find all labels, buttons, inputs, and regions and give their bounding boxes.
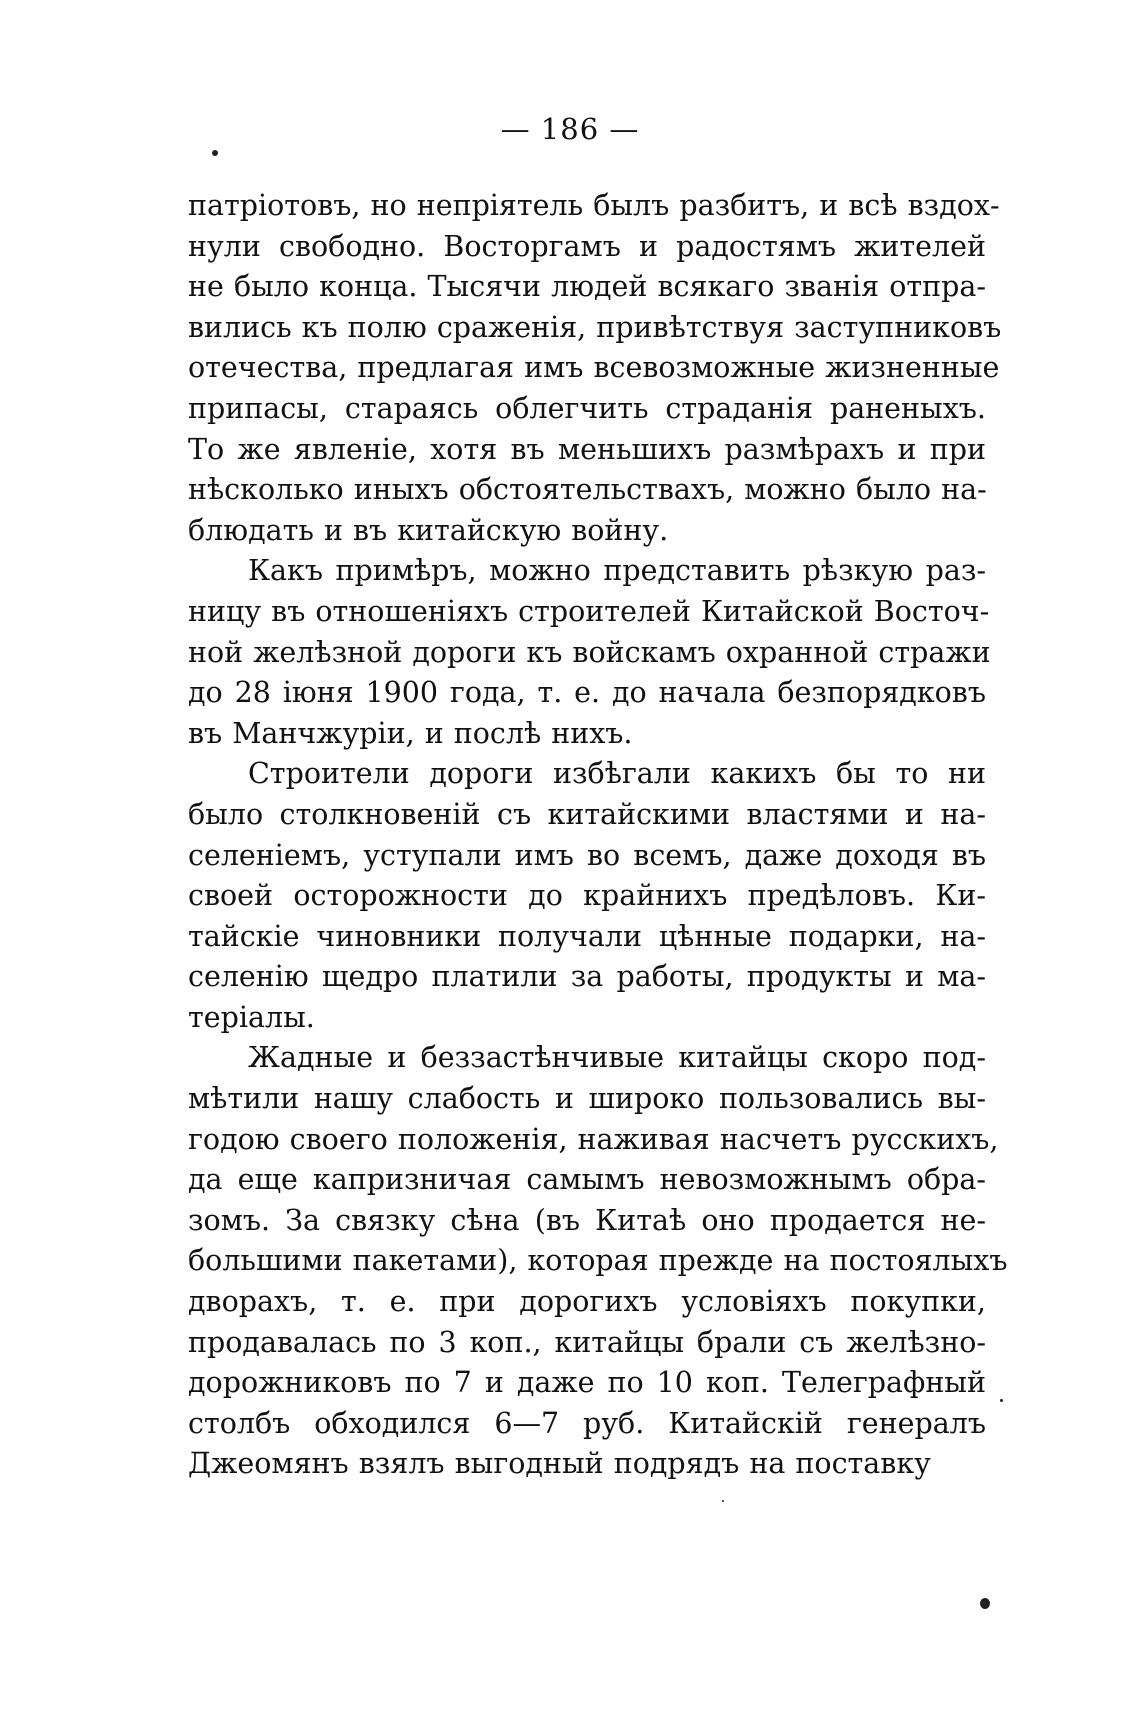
text-line: Джеомянъ взялъ выгодный подрядъ на поставку xyxy=(188,1447,931,1481)
text-line: ной желѣзной дороги къ войскамъ охранной стражи xyxy=(188,635,991,669)
text-line: Какъ примѣръ, можно представить рѣзкую раз- xyxy=(248,554,986,588)
text-line: блюдать и въ китайскую войну. xyxy=(188,513,669,547)
print-speck xyxy=(212,150,218,156)
text-line: не было конца. Тысячи людей всякаго званія отпра- xyxy=(188,270,986,304)
text-line: отечества, предлагая имъ всевозможные жизненные xyxy=(188,351,1000,385)
text-line: да еще капризничая самымъ невозможнымъ обра- xyxy=(188,1163,986,1197)
text-line: до 28 іюня 1900 года, т. е. до начала безпорядковъ xyxy=(188,676,986,710)
page-number: — 186 — xyxy=(500,112,640,146)
text-line: было столкновеній съ китайскими властями и на- xyxy=(188,797,986,831)
text-line: теріалы. xyxy=(188,1000,315,1034)
text-line: нули свободно. Восторгамъ и радостямъ жителей xyxy=(188,229,986,263)
text-line: столбъ обходился 6—7 руб. Китайскій генералъ xyxy=(188,1406,986,1440)
text-line: дорожниковъ по 7 и даже по 10 коп. Телеграфный xyxy=(188,1366,986,1400)
paragraph xyxy=(188,551,991,754)
body-text xyxy=(188,186,1008,1485)
paragraph xyxy=(188,754,986,1038)
text-line: вились къ полю сраженія, привѣтствуя заступниковъ xyxy=(188,310,1002,344)
text-line: годою своего положенія, наживая насчетъ русскихъ, xyxy=(188,1122,999,1156)
paragraph xyxy=(188,186,1002,551)
text-line: тайскіе чиновники получали цѣнные подарки, на- xyxy=(188,919,986,953)
text-line: припасы, стараясь облегчить страданія раненыхъ. xyxy=(188,391,986,425)
text-line: зомъ. За связку сѣна (въ Китаѣ оно продается не- xyxy=(188,1203,986,1237)
text-line: продавалась по 3 коп., китайцы брали съ желѣзно- xyxy=(188,1325,986,1359)
print-speck xyxy=(980,1598,990,1609)
text-line: большими пакетами), которая прежде на постоялыхъ xyxy=(188,1244,1008,1278)
text-line: То же явленіе, хотя въ меньшихъ размѣрахъ и при xyxy=(188,432,986,466)
print-speck xyxy=(722,1500,724,1502)
text-line: селеніемъ, уступали имъ во всемъ, даже доходя въ xyxy=(188,838,986,872)
text-line: патріотовъ, но непріятель былъ разбитъ, и всѣ вздох- xyxy=(188,189,1000,222)
text-line: селенію щедро платили за работы, продукты и ма- xyxy=(188,960,986,994)
text-line: дворахъ, т. е. при дорогихъ условіяхъ покупки, xyxy=(188,1285,986,1319)
text-line: въ Манчжуріи, и послѣ нихъ. xyxy=(188,716,633,750)
paragraph xyxy=(188,1038,1008,1485)
text-line: мѣтили нашу слабость и широко пользовались вы- xyxy=(188,1082,986,1116)
text-line: Строители дороги избѣгали какихъ бы то ни xyxy=(248,757,986,791)
print-speck xyxy=(1000,1399,1003,1402)
text-line: своей осторожности до крайнихъ предѣловъ. Ки- xyxy=(188,879,986,913)
text-line: Жадные и беззастѣнчивые китайцы скоро под- xyxy=(248,1041,986,1075)
text-line: нѣсколько иныхъ обстоятельствахъ, можно было на- xyxy=(188,473,987,507)
text-line: ницу въ отношеніяхъ строителей Китайской Восточ- xyxy=(188,594,990,628)
